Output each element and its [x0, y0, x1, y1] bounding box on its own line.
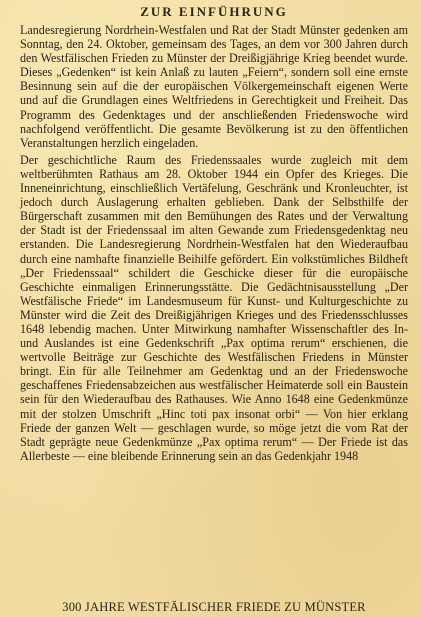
page-heading: ZUR EINFÜHRUNG — [140, 4, 288, 19]
page-footer: 300 JAHRE WESTFÄLISCHER FRIEDE ZU MÜNSTER — [62, 600, 366, 614]
paragraph-introduction: Landesregierung Nordrhein-Westfalen und Rat der Stadt Münster gedenken am Sonntag, den 24. Oktober, gemeinsam des Tages, an dem vor 300 Jahren durch den Westfälischen Frieden zu Münster der Dreißigjährige Krieg beendet wurde. Dieses „Gedenken“ ist kein Anlaß zu lauten „Feiern“, sondern soll eine ernste Besinnung sein auf die der europäischen Völkergemeinschaft eigenen Werte und auf die Grundlagen eines Weltfriedens in Gerechtigkeit und Freiheit. Das Programm des Gedenktages und der anschließenden Friedenswoche wird nachfolgend veröffentlicht. Die gesamte Bevölkerung ist zu den öffentlichen Veranstaltungen herzlich eingeladen. — [20, 23, 408, 150]
paragraph-friedenssaal: Der geschichtliche Raum des Friedenssaales wurde zugleich mit dem weltberühmten Rathaus am 28. Oktober 1944 ein Opfer des Krieges. Die Inneneinrichtung, einschließlich Vertäfelung, Geschränk und Kronleuchter, ist jedoch durch Auslagerung erhalten geblieben. Dank der Selbsthilfe der Bürgerschaft zusammen mit den Bemühungen des Rates und der Verwaltung der Stadt ist der Friedenssaal im alten Gewande zum Friedensgedenktag neu erstanden. Die Landesregierung Nordrhein-Westfalen hat den Wiederaufbau durch eine namhafte finanzielle Beihilfe gefördert. Ein volkstümliches Bildheft „Der Friedenssaal“ schildert die Geschicke dieser für die europäische Geschichte einmaligen Erinnerungsstätte. Die Gedächtnisausstellung „Der Westfälische Friede“ im Landesmuseum für Kunst- und Kulturgeschichte zu Münster wird die Zeit des Dreißigjährigen Krieges und des Friedensschlusses 1648 lebendig machen. Unter Mitwirkung namhafter Wissenschaftler des In- und Auslandes ist eine Gedenkschrift „Pax optima rerum“ erschienen, die wertvolle Beiträge zur Geschichte des Westfälischen Friedens in Münster bringt. Ein für alle Teilnehmer am Gedenktag und an der Friedenswoche geschaffenes Friedensabzeichen aus westfälischer Heimaterde soll ein Baustein sein für den Wiederaufbau des Rathauses. Wie Anno 1648 eine Gedenkmünze mit der stolzen Umschrift „Hinc toti pax insonat orbi“ — Von hier erklang Friede der ganzen Welt — geschlagen wurde, so möge jetzt die vom Rat der Stadt geprägte neue Gedenkmünze „Pax optima rerum“ — Der Friede ist das Allerbeste — eine bleibende Erinnerung sein an das Gedenkjahr 1948 — [20, 152, 408, 463]
document-body — [20, 23, 408, 463]
